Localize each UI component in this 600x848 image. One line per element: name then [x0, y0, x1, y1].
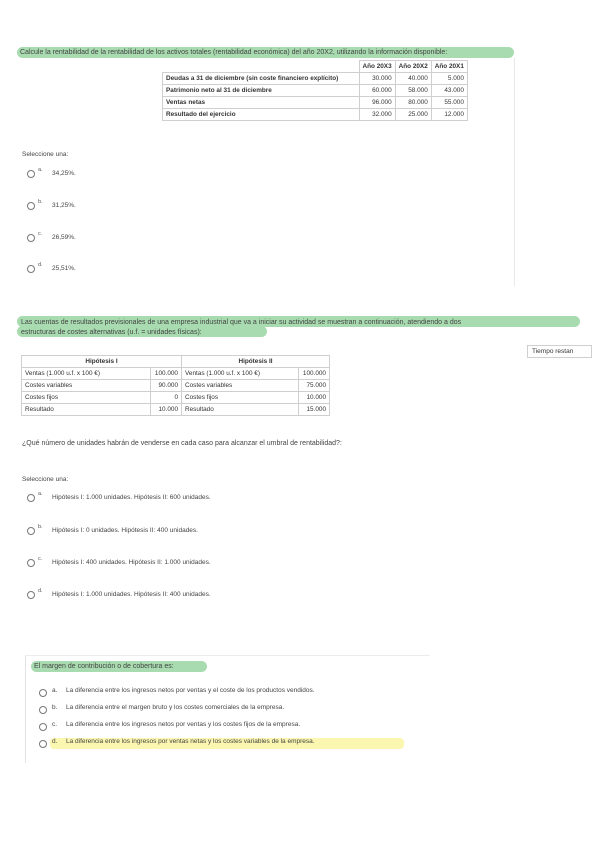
- q2-select-label: Seleccione una:: [22, 476, 69, 483]
- q2-label-2: Costes variables: [182, 380, 299, 392]
- q1-cell: 30.000: [359, 73, 395, 85]
- q1-prompt: Calcule la rentabilidad de la rentabilidad de los activos totales (rentabilidad económica) del año 20X2, utilizando la información disponible:: [20, 49, 448, 56]
- option-letter: b.: [38, 199, 43, 205]
- radio-button[interactable]: [27, 559, 35, 567]
- q1-cell: 25.000: [395, 109, 431, 121]
- q2-label-2: Ventas (1.000 u.f. x 100 €): [182, 368, 299, 380]
- radio-button[interactable]: [27, 234, 35, 242]
- q1-table-wrap: [162, 60, 468, 121]
- option-text[interactable]: Hipótesis I: 1.000 unidades. Hipótesis II: 400 unidades.: [52, 591, 211, 598]
- radio-button[interactable]: [39, 689, 47, 697]
- option-text[interactable]: La diferencia entre el margen bruto y los costes comerciales de la empresa.: [66, 704, 285, 711]
- q2-label-1: Costes variables: [22, 380, 151, 392]
- option-letter: a.: [52, 687, 58, 694]
- q1-card-edge: [514, 58, 515, 286]
- q2-prompt-line2: estructuras de costes alternativas (u.f. = unidades físicas):: [21, 329, 202, 336]
- q1-th-20x1: Año 20X1: [431, 61, 467, 73]
- radio-button[interactable]: [27, 591, 35, 599]
- q1-cell: 58.000: [395, 85, 431, 97]
- q1-th-empty: [163, 61, 360, 73]
- option-text[interactable]: La diferencia entre los ingresos netos por ventas y los costes fijos de la empresa.: [66, 721, 301, 728]
- q1-cell: 60.000: [359, 85, 395, 97]
- option-letter: d.: [38, 262, 43, 268]
- option-letter: d.: [52, 738, 58, 745]
- q2-th-hipotesis-1: Hipótesis I: [22, 356, 182, 368]
- q1-select-label: Seleccione una:: [22, 151, 69, 158]
- table-row: [22, 404, 330, 416]
- q1-row-label: Ventas netas: [163, 97, 360, 109]
- option-letter: b.: [52, 704, 58, 711]
- q1-row-label: Resultado del ejercicio: [163, 109, 360, 121]
- option-text[interactable]: 26,59%.: [52, 234, 76, 241]
- radio-button[interactable]: [27, 494, 35, 502]
- option-text[interactable]: 34,25%.: [52, 170, 76, 177]
- q1-cell: 96.000: [359, 97, 395, 109]
- option-text[interactable]: 31,25%.: [52, 202, 76, 209]
- q2-question: ¿Qué número de unidades habrán de venderse en cada caso para alcanzar el umbral de rentabilidad?:: [22, 440, 342, 447]
- option-text[interactable]: Hipótesis I: 400 unidades. Hipótesis II: 1.000 unidades.: [52, 559, 211, 566]
- table-row: [163, 85, 468, 97]
- time-remaining-label: Tiempo restan: [532, 348, 574, 355]
- table-row: [163, 109, 468, 121]
- time-remaining-box: [527, 345, 592, 358]
- q1-cell: 43.000: [431, 85, 467, 97]
- q3-prompt: El margen de contribución o de cobertura es:: [34, 663, 174, 670]
- q2-value-2: 100.000: [299, 368, 330, 380]
- q2-prompt-line1: Las cuentas de resultados previsionales de una empresa industrial que va a iniciar su actividad se muestran a continuación, atendiendo a dos: [21, 319, 462, 326]
- q2-label-2: Resultado: [182, 404, 299, 416]
- option-letter: b.: [38, 524, 43, 530]
- q2-label-1: Ventas (1.000 u.f. x 100 €): [22, 368, 151, 380]
- q2-value-1: 10.000: [151, 404, 182, 416]
- table-row: [163, 73, 468, 85]
- q1-cell: 55.000: [431, 97, 467, 109]
- radio-button[interactable]: [39, 740, 47, 748]
- table-row: [22, 392, 330, 404]
- q2-th-hipotesis-2: Hipótesis II: [182, 356, 330, 368]
- q2-value-2: 75.000: [299, 380, 330, 392]
- option-letter: c.: [38, 556, 43, 562]
- option-letter: a.: [38, 491, 43, 497]
- option-letter: c.: [52, 721, 58, 728]
- option-text[interactable]: 25,51%.: [52, 265, 76, 272]
- q2-table: [21, 355, 330, 416]
- option-text[interactable]: Hipótesis I: 1.000 unidades. Hipótesis II: 600 unidades.: [52, 494, 211, 501]
- option-text[interactable]: La diferencia entre los ingresos netos por ventas y el coste de los productos vendidos.: [66, 687, 315, 694]
- radio-button[interactable]: [27, 265, 35, 273]
- q1-cell: 80.000: [395, 97, 431, 109]
- option-letter: d.: [38, 588, 43, 594]
- option-text[interactable]: Hipótesis I: 0 unidades. Hipótesis II: 400 unidades.: [52, 527, 198, 534]
- radio-button[interactable]: [27, 202, 35, 210]
- q1-cell: 40.000: [395, 73, 431, 85]
- q3-card-top: [25, 655, 430, 656]
- q1-row-label: Deudas a 31 de diciembre (sin coste financiero explícito): [163, 73, 360, 85]
- q1-th-20x2: Año 20X2: [395, 61, 431, 73]
- q2-table-wrap: [21, 355, 330, 416]
- q1-cell: 32.000: [359, 109, 395, 121]
- radio-button[interactable]: [39, 723, 47, 731]
- q2-value-1: 0: [151, 392, 182, 404]
- q2-value-2: 15.000: [299, 404, 330, 416]
- option-letter: a.: [38, 167, 43, 173]
- radio-button[interactable]: [39, 706, 47, 714]
- q3-card-edge: [25, 655, 26, 763]
- q1-cell: 5.000: [431, 73, 467, 85]
- q1-th-20x3: Año 20X3: [359, 61, 395, 73]
- q2-label-1: Resultado: [22, 404, 151, 416]
- q2-value-1: 90.000: [151, 380, 182, 392]
- q2-value-2: 10.000: [299, 392, 330, 404]
- option-letter: c.: [38, 231, 43, 237]
- option-text[interactable]: La diferencia entre los ingresos por ventas netas y los costes variables de la empresa.: [66, 738, 315, 745]
- table-row: [22, 368, 330, 380]
- q2-label-1: Costes fijos: [22, 392, 151, 404]
- q1-row-label: Patrimonio neto al 31 de diciembre: [163, 85, 360, 97]
- radio-button[interactable]: [27, 170, 35, 178]
- table-row: [163, 97, 468, 109]
- q1-table: [162, 60, 468, 121]
- q2-label-2: Costes fijos: [182, 392, 299, 404]
- radio-button[interactable]: [27, 527, 35, 535]
- q2-value-1: 100.000: [151, 368, 182, 380]
- q1-cell: 12.000: [431, 109, 467, 121]
- table-row: [22, 380, 330, 392]
